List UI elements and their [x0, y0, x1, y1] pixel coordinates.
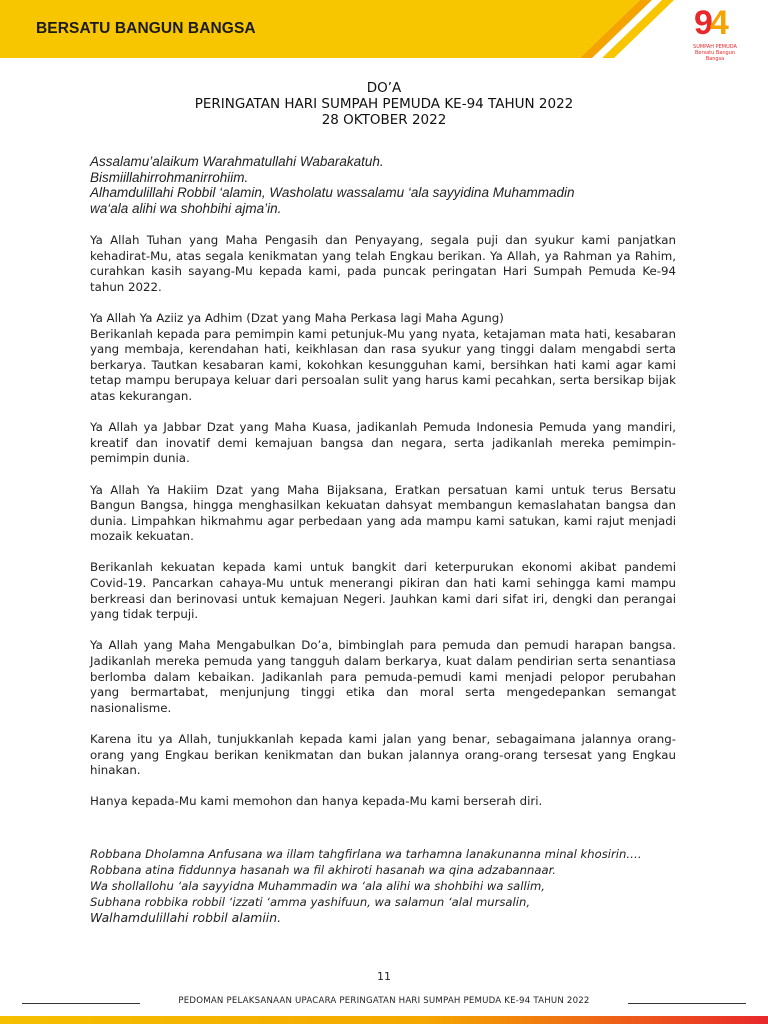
opening-greeting — [90, 154, 650, 216]
paragraph-2: Berikanlah kepada para pemimpin kami petunjuk-Mu yang nyata, ketajaman mata hati, kesabaran yang membaja, kerendahan hati, keikhlasan dan rasa syukur yang tinggi dalam mengabdi serta berkarya. Tautkan kesabaran kami, kokohkan kesungguhan kami, bersihkan hati kami agar kami tetap mampu berupaya keluar dari persoalan sulit yang harus kami pecahkan, serta bersikap bijak atas kekurangan. — [90, 326, 676, 403]
greeting-shalawat: wa‘ala alihi wa shohbihi ajma’in. — [90, 200, 282, 216]
logo-caption-tagline: Bersatu Bangun Bangsa — [694, 50, 736, 62]
paragraph-5: Berikanlah kekuatan kepada kami untuk bangkit dari keterpurukan ekonomi akibat pandemi Covid-19. Pancarkan cahaya-Mu untuk menerangi pikiran dan hati kami sehingga kami mampu berkreasi dan berinovasi untuk kemajuan Negeri. Jauhkan kami dari sifat iri, dengki dan perangai yang tidak terpuji. — [90, 560, 676, 622]
greeting-hamdalah: Alhamdulillahi Robbil ‘alamin, Washolatu wassalamu ‘ala sayyidina Muhammadin — [90, 185, 575, 200]
greeting-basmalah: Bismiillahirrohmanirrohiim. — [90, 169, 249, 185]
closing-line-2: Robbana atina fiddunnya hasanah wa fil akhiroti hasanah wa qina adzabannaar. — [90, 863, 556, 877]
prayer-body — [90, 233, 676, 826]
paragraph-1: Ya Allah Tuhan yang Maha Pengasih dan Penyayang, segala puji dan syukur kami panjatkan kehadirat-Mu, atas segala kenikmatan yang telah Engkau berikan. Ya Allah, ya Rahman ya Rahim, curahkan kasih sayang-Mu kepada kami, pada puncak peringatan Hari Sumpah Pemuda Ke-94 tahun 2022. — [90, 233, 676, 294]
document-title — [0, 80, 768, 128]
logo-caption-title: SUMPAH PEMUDA — [693, 44, 737, 50]
title-event: PERINGATAN HARI SUMPAH PEMUDA KE-94 TAHUN 2022 — [194, 96, 574, 112]
footer-guide-title: PEDOMAN PELAKSANAAN UPACARA PERINGATAN HARI SUMPAH PEMUDA KE-94 TAHUN 2022 — [178, 996, 590, 1006]
paragraph-3: Ya Allah ya Jabbar Dzat yang Maha Kuasa, jadikanlah Pemuda Indonesia Pemuda yang mandiri, kreatif dan inovatif demi kemajuan bangsa dan negara, serta jadikanlah mereka pemimpin-pemimpin dunia. — [90, 420, 676, 466]
title-date: 28 OKTOBER 2022 — [321, 112, 447, 128]
brand-title: BERSATU BANGUN BANGSA — [36, 20, 256, 37]
paragraph-8: Hanya kepada-Mu kami memohon dan hanya kepada-Mu kami berserah diri. — [90, 794, 543, 809]
paragraph-6: Ya Allah yang Maha Mengabulkan Do’a, bimbinglah para pemuda dan pemudi harapan bangsa. Jadikanlah mereka pemuda yang tangguh dalam berkarya, kuat dalam pendirian serta senantiasa berlomba dalam kebaikan. Jadikanlah para pemuda-pemudi kami menjadi pelopor perubahan yang bermartabat, menjunjung tinggi etika dan moral serta mengedepankan semangat nasionalisme. — [90, 638, 676, 715]
closing-line-4: Subhana robbika robbil ‘izzati ‘amma yashifuun, wa salamun ‘alal mursalin, — [90, 895, 531, 909]
paragraph-4: Ya Allah Ya Hakiim Dzat yang Maha Bijaksana, Eratkan persatuan kami untuk terus Bersatu Bangun Bangsa, hingga menghasilkan kekuatan dahsyat membangun kemaslahatan bangsa dan dunia. Limpahkan hikmahmu agar perbedaan yang ada mampu kami satukan, kami rajut menjadi mozaik kekuatan. — [90, 482, 676, 544]
closing-line-5: Walhamdulillahi robbil alamiin. — [90, 910, 282, 925]
logo-digit-nine: 9 — [694, 4, 710, 42]
title-doa: DO’A — [366, 80, 402, 96]
page-number: 11 — [377, 970, 391, 983]
hsp-94-logo — [690, 4, 740, 62]
footer-color-bar — [0, 1016, 768, 1024]
closing-prayer — [90, 846, 680, 926]
page-header — [0, 0, 768, 64]
greeting-salam: Assalamu’alaikum Warahmatullahi Wabarakatuh. — [90, 154, 384, 169]
logo-digit-four: 4 — [709, 4, 726, 42]
closing-line-1: Robbana Dholamna Anfusana wa illam tahgfirlana wa tarhamna lanakunanna minal khosirin…. — [90, 847, 642, 861]
paragraph-7: Karena itu ya Allah, tunjukkanlah kepada kami jalan yang benar, sebagaimana jalannya orang-orang yang Engkau berikan kenikmatan dan bukan jalannya orang-orang tersesat yang Engkau hinakan. — [90, 732, 676, 778]
closing-line-3: Wa shollallohu ‘ala sayyidna Muhammadin wa ‘ala alihi wa shohbihi wa sallim, — [90, 879, 545, 893]
paragraph-2-heading: Ya Allah Ya Aziiz ya Adhim (Dzat yang Maha Perkasa lagi Maha Agung) — [90, 310, 504, 325]
